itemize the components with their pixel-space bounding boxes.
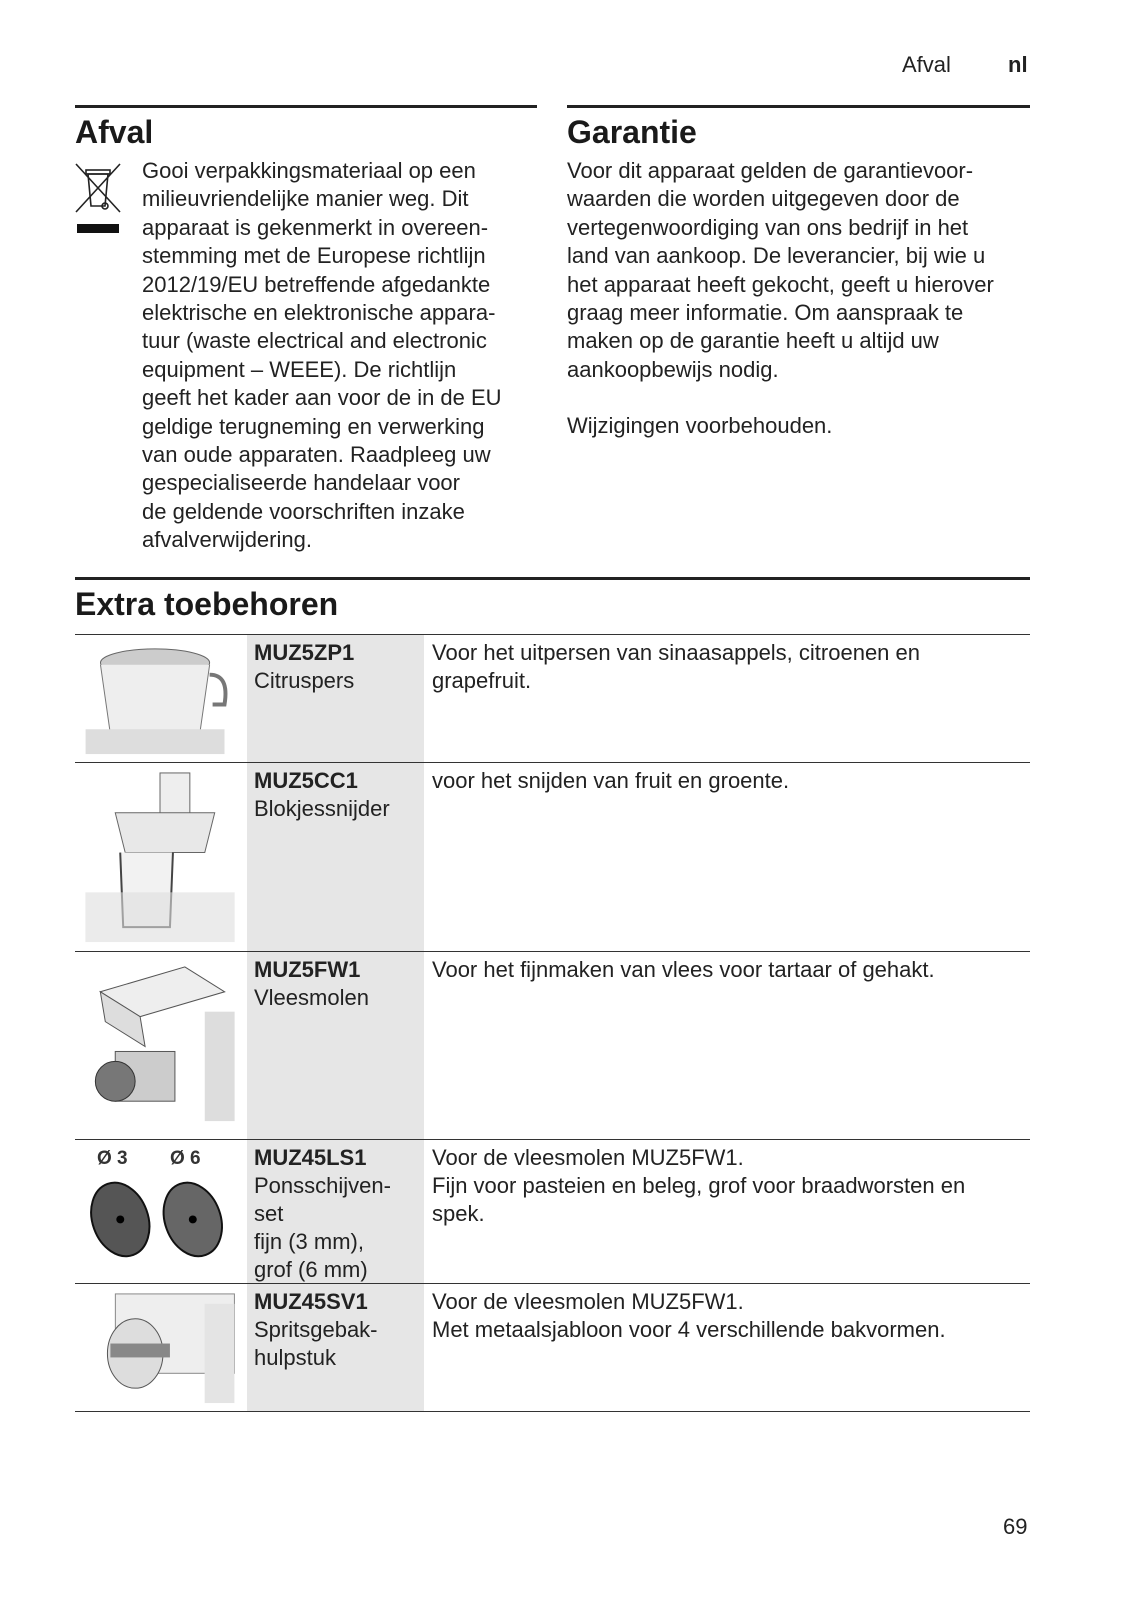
accessory-description	[432, 767, 1030, 795]
page-number: 69	[1003, 1514, 1028, 1539]
accessory-name: fijn (3 mm),	[254, 1229, 364, 1254]
text-line: Met metaalsjabloon voor 4 verschillende bakvormen.	[432, 1317, 946, 1342]
accessory-code: MUZ5CC1	[254, 768, 358, 793]
accessory-name: Citruspers	[254, 668, 355, 693]
text-line: vertegenwoordiging van ons bedrijf in het	[567, 214, 969, 240]
extra-title: Extra toebehoren	[75, 586, 339, 622]
accessory-name: grof (6 mm)	[254, 1257, 368, 1282]
accessory-id-cell	[247, 763, 424, 951]
afval-body	[142, 157, 502, 555]
text-line: Gooi verpakkingsmateriaal op een	[142, 158, 476, 183]
accessory-image	[75, 952, 247, 1139]
weee-bin-icon	[74, 162, 124, 238]
afval-title: Afval	[75, 114, 154, 150]
text-line: milieuvriendelijke manier weg. Dit	[142, 186, 469, 212]
text-line: afvalverwijdering.	[142, 527, 312, 553]
text-line: maken op de garantie heeft u altijd uw	[567, 328, 939, 354]
accessory-code: MUZ5FW1	[254, 957, 361, 982]
accessory-image	[75, 1284, 247, 1411]
garantie-note: Wijzigingen voorbehouden.	[567, 413, 833, 438]
image-label: Ø 6	[170, 1148, 201, 1169]
accessory-id-cell	[247, 1140, 424, 1283]
accessory-name: Spritsgebak-	[254, 1317, 378, 1342]
accessory-image	[75, 635, 247, 762]
accessory-name: Blokjessnijder	[254, 796, 390, 821]
accessory-description	[432, 1144, 1030, 1228]
text-line: 2012/19/EU betreffende afgedankte	[142, 271, 491, 297]
accessory-name: hulpstuk	[254, 1345, 336, 1370]
accessory-name: set	[254, 1201, 284, 1226]
accessory-code: MUZ45LS1	[254, 1145, 367, 1170]
garantie-body	[567, 157, 994, 384]
running-header-section: Afval	[902, 52, 951, 77]
table-row	[75, 951, 1030, 1139]
text-line: Voor de vleesmolen MUZ5FW1.	[432, 1145, 744, 1170]
running-header-lang: nl	[1008, 52, 1028, 77]
text-line: Voor dit apparaat gelden de garantievoor-	[567, 158, 974, 183]
accessory-code: MUZ45SV1	[254, 1289, 368, 1314]
text-line: graag meer informatie. Om aanspraak te	[567, 300, 964, 326]
text-line: waarden die worden uitgegeven door de	[567, 186, 960, 212]
text-line: geeft het kader aan voor de in de EU	[142, 385, 502, 411]
text-line: voor het snijden van fruit en groente.	[432, 768, 790, 793]
text-line: aankoopbewijs nodig.	[567, 356, 779, 382]
text-line: tuur (waste electrical and electronic	[142, 328, 487, 354]
divider	[75, 105, 537, 108]
garantie-title: Garantie	[567, 114, 697, 150]
text-line: Fijn voor pasteien en beleg, grof voor braadworsten en	[432, 1173, 966, 1198]
accessory-id-cell	[247, 952, 424, 1139]
text-line: land van aankoop. De leverancier, bij wie u	[567, 243, 986, 269]
divider	[75, 577, 1030, 580]
text-line: Voor het fijnmaken van vlees voor tartaar of gehakt.	[432, 957, 935, 982]
image-label: Ø 3	[97, 1148, 128, 1169]
divider	[567, 105, 1030, 108]
table-row	[75, 634, 1030, 762]
text-line: de geldende voorschriften inzake	[142, 498, 465, 524]
text-line: grapefruit.	[432, 668, 532, 693]
table-row	[75, 762, 1030, 951]
accessory-name: Vleesmolen	[254, 985, 369, 1010]
accessory-image	[75, 763, 247, 951]
text-line: stemming met de Europese richtlijn	[142, 243, 486, 269]
accessory-id-cell	[247, 635, 424, 762]
text-line: apparaat is gekenmerkt in overeen-	[142, 214, 489, 240]
accessory-description	[432, 956, 1030, 984]
text-line: het apparaat heeft gekocht, geeft u hierover	[567, 271, 994, 297]
accessory-code: MUZ5ZP1	[254, 640, 355, 665]
accessory-description	[432, 1288, 1030, 1344]
accessory-id-cell	[247, 1284, 424, 1411]
text-line: elektrische en elektronische appara-	[142, 300, 496, 326]
table-row	[75, 1139, 1030, 1283]
text-line: geldige terugneming en verwerking	[142, 413, 485, 439]
text-line: equipment – WEEE). De richtlijn	[142, 356, 457, 382]
text-line: spek.	[432, 1201, 485, 1226]
text-line: van oude apparaten. Raadpleeg uw	[142, 442, 491, 468]
text-line: Voor de vleesmolen MUZ5FW1.	[432, 1289, 744, 1314]
text-line: gespecialiseerde handelaar voor	[142, 470, 460, 496]
table-bottom-rule	[75, 1411, 1030, 1412]
accessory-description	[432, 639, 1030, 695]
text-line: Voor het uitpersen van sinaasappels, citroenen en	[432, 640, 920, 665]
table-row	[75, 1283, 1030, 1411]
accessory-name: Ponsschijven-	[254, 1173, 391, 1198]
